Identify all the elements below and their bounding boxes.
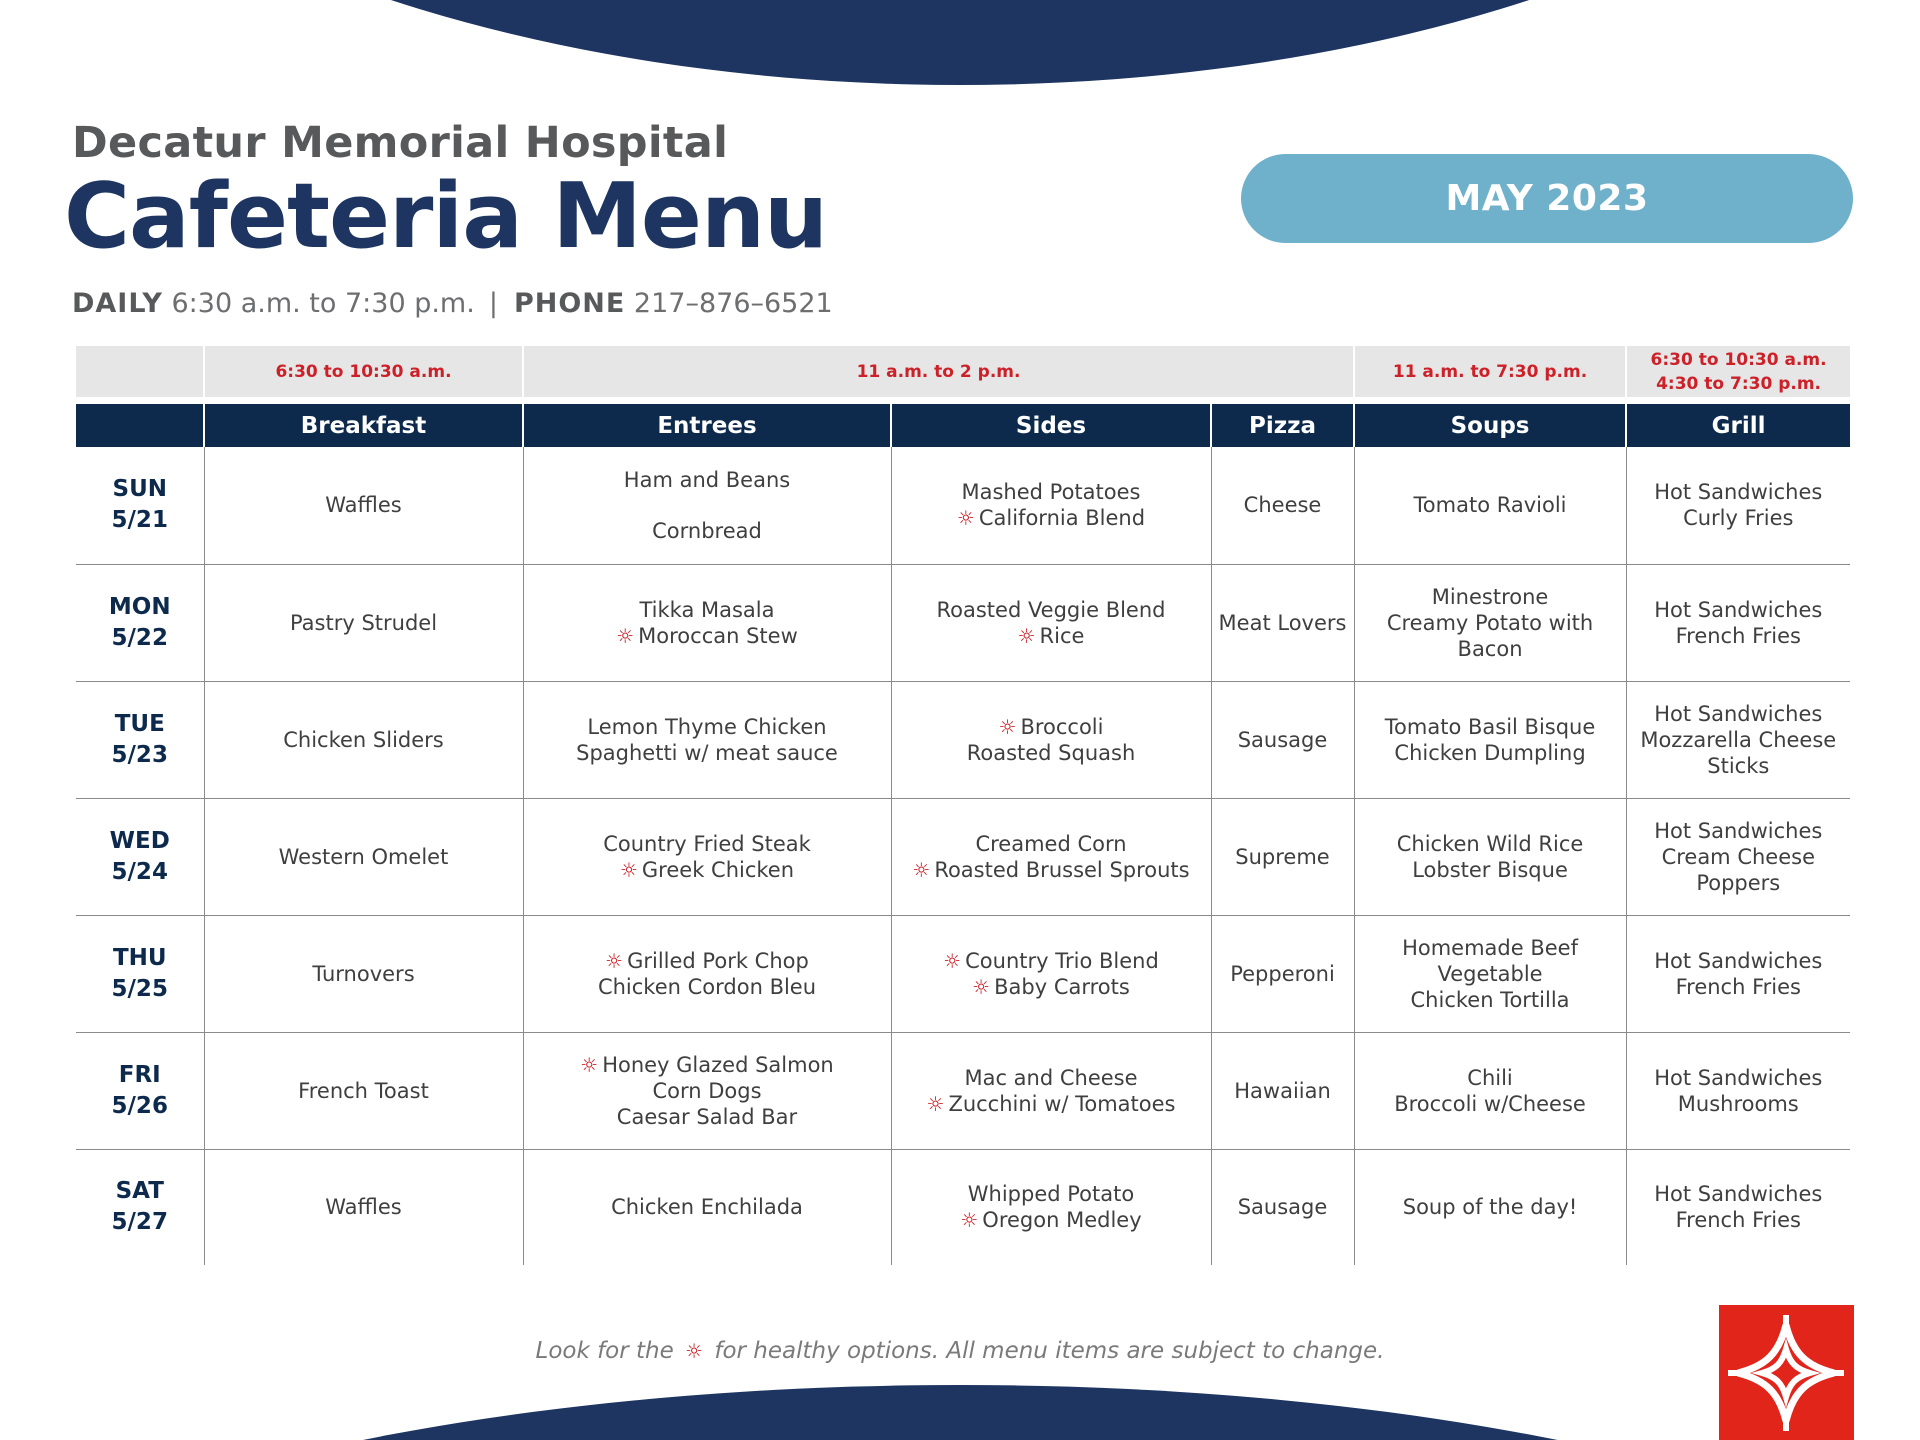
menu-item-text: Hot Sandwiches	[1654, 480, 1823, 505]
menu-item-text: Hot Sandwiches	[1654, 818, 1823, 843]
menu-item-text: Greek Chicken	[641, 857, 795, 882]
month-badge: MAY 2023	[1241, 154, 1853, 243]
grill-cell	[1626, 447, 1850, 564]
entree-item	[530, 740, 885, 766]
menu-item-text: Chicken Cordon Bleu	[597, 974, 817, 999]
soup-item	[1361, 831, 1620, 857]
grill-cell	[1626, 1149, 1850, 1265]
menu-item-text: Roasted Squash	[966, 740, 1136, 765]
column-header-day	[76, 404, 204, 447]
soup-item	[1361, 987, 1620, 1013]
phone-value: 217–876–6521	[633, 288, 833, 319]
day-cell	[76, 915, 204, 1032]
menu-item-text: Tikka Masala	[639, 597, 775, 622]
grill-item	[1633, 974, 1845, 1000]
menu-item-text: Oregon Medley	[982, 1208, 1142, 1233]
menu-item-text: Mushrooms	[1677, 1091, 1799, 1116]
menu-item-text: Chicken Dumpling	[1394, 740, 1586, 765]
menu-item-text: Cornbread	[652, 518, 762, 543]
grill-item	[1633, 948, 1845, 974]
menu-item-text: Curly Fries	[1683, 506, 1794, 531]
side-item	[898, 1091, 1205, 1117]
sides-cell	[891, 1032, 1211, 1149]
grill-item	[1633, 1065, 1845, 1091]
menu-item-text: Homemade Beef Vegetable	[1402, 935, 1578, 986]
side-item	[898, 740, 1205, 766]
pizza-item	[1218, 961, 1348, 987]
grill-item	[1633, 701, 1845, 727]
soup-item	[1361, 740, 1620, 766]
sun-icon: ☼	[605, 948, 624, 973]
menu-item-text: Tomato Ravioli	[1413, 493, 1567, 518]
entrees-cell	[523, 915, 891, 1032]
side-item	[898, 948, 1205, 974]
hours-phone-line	[72, 288, 833, 319]
day-cell	[76, 1032, 204, 1149]
pizza-cell	[1211, 798, 1354, 915]
grill-item	[1633, 479, 1845, 505]
pizza-cell	[1211, 564, 1354, 681]
menu-row	[76, 1149, 1850, 1265]
pizza-item	[1218, 844, 1348, 870]
menu-item-text: Hot Sandwiches	[1654, 1065, 1823, 1090]
column-header-breakfast: Breakfast	[204, 404, 523, 447]
side-item	[898, 1207, 1205, 1233]
soups-cell	[1354, 915, 1626, 1032]
breakfast-cell	[204, 681, 523, 798]
entree-item	[530, 948, 885, 974]
menu-item-text: Moroccan Stew	[638, 623, 798, 648]
pizza-item	[1218, 492, 1348, 518]
menu-item-text: Chicken Enchilada	[611, 1195, 803, 1220]
breakfast-item	[211, 727, 517, 753]
day-name: WED	[109, 827, 170, 854]
serving-time-grill-evening: 4:30 to 7:30 p.m.	[1656, 373, 1821, 394]
sun-icon: ☼	[956, 506, 975, 531]
menu-item-text: Sausage	[1237, 1195, 1328, 1220]
soups-cell	[1354, 798, 1626, 915]
side-item	[898, 1181, 1205, 1207]
pizza-cell	[1211, 681, 1354, 798]
soup-item	[1361, 1065, 1620, 1091]
menu-item-text: Meat Lovers	[1218, 610, 1347, 635]
grill-item	[1633, 818, 1845, 844]
menu-item-text: Chili	[1467, 1065, 1513, 1090]
sun-icon: ☼	[685, 1339, 704, 1363]
menu-row	[76, 681, 1850, 798]
menu-item-text: Roasted Veggie Blend	[936, 597, 1166, 622]
serving-time-soups: 11 a.m. to 7:30 p.m.	[1354, 346, 1626, 397]
menu-item-text: Creamy Potato with Bacon	[1386, 610, 1594, 661]
menu-item-text: Sausage	[1237, 727, 1328, 752]
column-header-grill: Grill	[1626, 404, 1850, 447]
serving-time-lunch: 11 a.m. to 2 p.m.	[523, 346, 1354, 397]
entrees-cell	[523, 1032, 891, 1149]
breakfast-item	[211, 1194, 517, 1220]
bottom-banner-arc	[0, 1385, 1920, 1440]
menu-item-text: Hot Sandwiches	[1654, 948, 1823, 973]
menu-item-text: French Toast	[298, 1078, 429, 1103]
day-name: FRI	[118, 1061, 161, 1088]
page-title: Cafeteria Menu	[64, 164, 828, 269]
side-item	[898, 1065, 1205, 1091]
column-header-sides: Sides	[891, 404, 1211, 447]
soups-cell	[1354, 1149, 1626, 1265]
soups-cell	[1354, 1032, 1626, 1149]
menu-item-text: Country Trio Blend	[965, 948, 1159, 973]
menu-item-text: Cream Cheese Poppers	[1661, 844, 1815, 895]
sun-icon: ☼	[960, 1208, 979, 1233]
entree-item	[530, 518, 885, 544]
soups-cell	[1354, 447, 1626, 564]
column-header-pizza: Pizza	[1211, 404, 1354, 447]
day-name: THU	[112, 944, 167, 971]
menu-item-text: French Fries	[1675, 623, 1801, 648]
grill-cell	[1626, 798, 1850, 915]
sun-icon: ☼	[619, 857, 638, 882]
menu-item-text: Hot Sandwiches	[1654, 597, 1823, 622]
side-item	[898, 597, 1205, 623]
entrees-cell	[523, 1149, 891, 1265]
serving-time-breakfast: 6:30 to 10:30 a.m.	[204, 346, 523, 397]
entree-item	[530, 831, 885, 857]
menu-row	[76, 447, 1850, 564]
menu-item-text: Western Omelet	[278, 844, 449, 869]
side-item	[898, 831, 1205, 857]
day-name: TUE	[114, 710, 165, 737]
menu-item-text: Waffles	[325, 493, 402, 518]
entree-item	[530, 714, 885, 740]
grill-item	[1633, 597, 1845, 623]
menu-item-text: Hot Sandwiches	[1654, 701, 1823, 726]
grill-item	[1633, 1091, 1845, 1117]
hospital-name: Decatur Memorial Hospital	[72, 118, 729, 168]
menu-item-text: Whipped Potato	[967, 1182, 1135, 1207]
soup-item	[1361, 1194, 1620, 1220]
sides-cell	[891, 681, 1211, 798]
entree-item	[530, 1052, 885, 1078]
pizza-item	[1218, 1194, 1348, 1220]
pizza-cell	[1211, 447, 1354, 564]
menu-item-text: Zucchini w/ Tomatoes	[948, 1091, 1176, 1116]
soup-item	[1361, 610, 1620, 662]
menu-body	[76, 447, 1850, 1265]
phone-label: PHONE	[513, 288, 626, 319]
breakfast-item	[211, 492, 517, 518]
grill-item	[1633, 727, 1845, 779]
menu-item-text: French Fries	[1675, 974, 1801, 999]
grill-item	[1633, 844, 1845, 896]
pizza-item	[1218, 727, 1348, 753]
serving-times-row	[76, 346, 1850, 397]
menu-item-text: Mozzarella Cheese Sticks	[1640, 727, 1837, 778]
pizza-item	[1218, 610, 1348, 636]
entree-item	[530, 467, 885, 493]
side-item	[898, 623, 1205, 649]
menu-item-text: Grilled Pork Chop	[627, 948, 809, 973]
menu-item-text: Lobster Bisque	[1412, 857, 1568, 882]
healthy-options-note	[0, 1338, 1920, 1364]
menu-item-text: Broccoli	[1020, 714, 1104, 739]
day-cell	[76, 798, 204, 915]
menu-item-text: Mac and Cheese	[964, 1065, 1138, 1090]
menu-item-text: Pastry Strudel	[289, 610, 438, 635]
star-logo-icon	[1719, 1305, 1854, 1440]
breakfast-item	[211, 610, 517, 636]
side-item	[898, 857, 1205, 883]
grill-cell	[1626, 564, 1850, 681]
day-date: 5/23	[111, 741, 168, 768]
day-cell	[76, 681, 204, 798]
sun-icon: ☼	[580, 1052, 599, 1077]
menu-item-text: Honey Glazed Salmon	[602, 1052, 834, 1077]
day-date: 5/27	[111, 1209, 168, 1236]
menu-item-text: Broccoli w/Cheese	[1394, 1091, 1586, 1116]
day-cell	[76, 1149, 204, 1265]
hours-value: 6:30 a.m. to 7:30 p.m.	[171, 288, 475, 319]
soup-item	[1361, 857, 1620, 883]
day-date: 5/26	[111, 1092, 168, 1119]
menu-row	[76, 915, 1850, 1032]
grill-item	[1633, 1207, 1845, 1233]
entree-item	[530, 1104, 885, 1130]
menu-item-text: Minestrone	[1431, 584, 1549, 609]
hours-label: DAILY	[72, 288, 163, 319]
menu-item-text: Turnovers	[312, 961, 415, 986]
menu-item-text: Waffles	[325, 1195, 402, 1220]
menu-item-text: Roasted Brussel Sprouts	[934, 857, 1190, 882]
header-gap	[76, 397, 1850, 404]
menu-item-text: Chicken Sliders	[283, 727, 444, 752]
sun-icon: ☼	[1017, 623, 1036, 648]
breakfast-cell	[204, 1032, 523, 1149]
menu-item-text: Mashed Potatoes	[961, 480, 1141, 505]
hospital-logo	[1719, 1305, 1854, 1440]
serving-time-empty	[76, 346, 204, 397]
serving-time-grill-morning: 6:30 to 10:30 a.m.	[1650, 349, 1827, 370]
column-header-entrees: Entrees	[523, 404, 891, 447]
grill-cell	[1626, 681, 1850, 798]
menu-item-text: Corn Dogs	[652, 1078, 762, 1103]
menu-item-text: Pepperoni	[1230, 961, 1335, 986]
menu-item-text: California Blend	[978, 506, 1146, 531]
grill-cell	[1626, 915, 1850, 1032]
menu-table	[76, 346, 1850, 1265]
grill-item	[1633, 505, 1845, 531]
day-cell	[76, 447, 204, 564]
sides-cell	[891, 564, 1211, 681]
breakfast-item	[211, 1078, 517, 1104]
sun-icon: ☼	[943, 948, 962, 973]
entrees-cell	[523, 564, 891, 681]
breakfast-cell	[204, 1149, 523, 1265]
soup-item	[1361, 584, 1620, 610]
menu-item-text: French Fries	[1675, 1208, 1801, 1233]
sides-cell	[891, 798, 1211, 915]
breakfast-cell	[204, 798, 523, 915]
day-date: 5/25	[111, 975, 168, 1002]
breakfast-item	[211, 844, 517, 870]
menu-row	[76, 1032, 1850, 1149]
menu-item-text: Soup of the day!	[1402, 1195, 1578, 1220]
menu-item-text: Country Fried Steak	[603, 831, 811, 856]
menu-item-text: Hot Sandwiches	[1654, 1182, 1823, 1207]
menu-row	[76, 798, 1850, 915]
menu-item-text: Rice	[1039, 623, 1085, 648]
soup-item	[1361, 492, 1620, 518]
sun-icon: ☼	[998, 714, 1017, 739]
day-name: SUN	[112, 476, 167, 503]
menu-item-text: Lemon Thyme Chicken	[587, 714, 827, 739]
pizza-cell	[1211, 1149, 1354, 1265]
column-header-row	[76, 404, 1850, 447]
entree-item	[530, 597, 885, 623]
menu-item-text: Spaghetti w/ meat sauce	[576, 740, 838, 765]
menu-item-text: Cheese	[1243, 493, 1322, 518]
entree-item	[530, 857, 885, 883]
entree-item	[530, 623, 885, 649]
sun-icon: ☼	[926, 1091, 945, 1116]
side-item	[898, 714, 1205, 740]
side-item	[898, 505, 1205, 531]
side-item	[898, 479, 1205, 505]
entrees-cell	[523, 447, 891, 564]
sides-cell	[891, 915, 1211, 1032]
pizza-cell	[1211, 915, 1354, 1032]
grill-cell	[1626, 1032, 1850, 1149]
soups-cell	[1354, 681, 1626, 798]
soup-item	[1361, 1091, 1620, 1117]
sun-icon: ☼	[972, 974, 991, 999]
soup-item	[1361, 714, 1620, 740]
info-separator: |	[488, 288, 498, 319]
note-text-before: Look for the	[535, 1338, 674, 1364]
entrees-cell	[523, 681, 891, 798]
grill-item	[1633, 623, 1845, 649]
entrees-cell	[523, 798, 891, 915]
menu-row	[76, 564, 1850, 681]
menu-item-text: Chicken Tortilla	[1410, 987, 1570, 1012]
day-date: 5/22	[111, 624, 168, 651]
pizza-item	[1218, 1078, 1348, 1104]
day-name: MON	[108, 593, 171, 620]
menu-item-text: Ham and Beans	[623, 467, 791, 492]
day-cell	[76, 564, 204, 681]
menu-item-text: Tomato Basil Bisque	[1384, 714, 1596, 739]
sides-cell	[891, 447, 1211, 564]
grill-item	[1633, 1181, 1845, 1207]
column-header-soups: Soups	[1354, 404, 1626, 447]
top-banner-arc	[0, 0, 1920, 85]
day-name: SAT	[115, 1178, 164, 1205]
breakfast-cell	[204, 447, 523, 564]
soup-item	[1361, 935, 1620, 987]
menu-item-text: Caesar Salad Bar	[616, 1104, 798, 1129]
menu-item-text: Chicken Wild Rice	[1396, 831, 1584, 856]
menu-item-text: Hawaiian	[1234, 1078, 1331, 1103]
breakfast-cell	[204, 564, 523, 681]
sides-cell	[891, 1149, 1211, 1265]
pizza-cell	[1211, 1032, 1354, 1149]
menu-item-text: Creamed Corn	[975, 831, 1127, 856]
menu-item-text: Supreme	[1235, 844, 1330, 869]
menu-item-text: Baby Carrots	[994, 974, 1130, 999]
side-item	[898, 974, 1205, 1000]
note-text-after: for healthy options. All menu items are subject to change.	[714, 1338, 1385, 1364]
breakfast-cell	[204, 915, 523, 1032]
entree-item	[530, 1194, 885, 1220]
serving-time-grill	[1626, 346, 1850, 397]
day-date: 5/24	[111, 858, 168, 885]
entree-item	[530, 974, 885, 1000]
sun-icon: ☼	[616, 623, 635, 648]
day-date: 5/21	[111, 507, 168, 534]
entree-item	[530, 1078, 885, 1104]
breakfast-item	[211, 961, 517, 987]
sun-icon: ☼	[912, 857, 931, 882]
soups-cell	[1354, 564, 1626, 681]
